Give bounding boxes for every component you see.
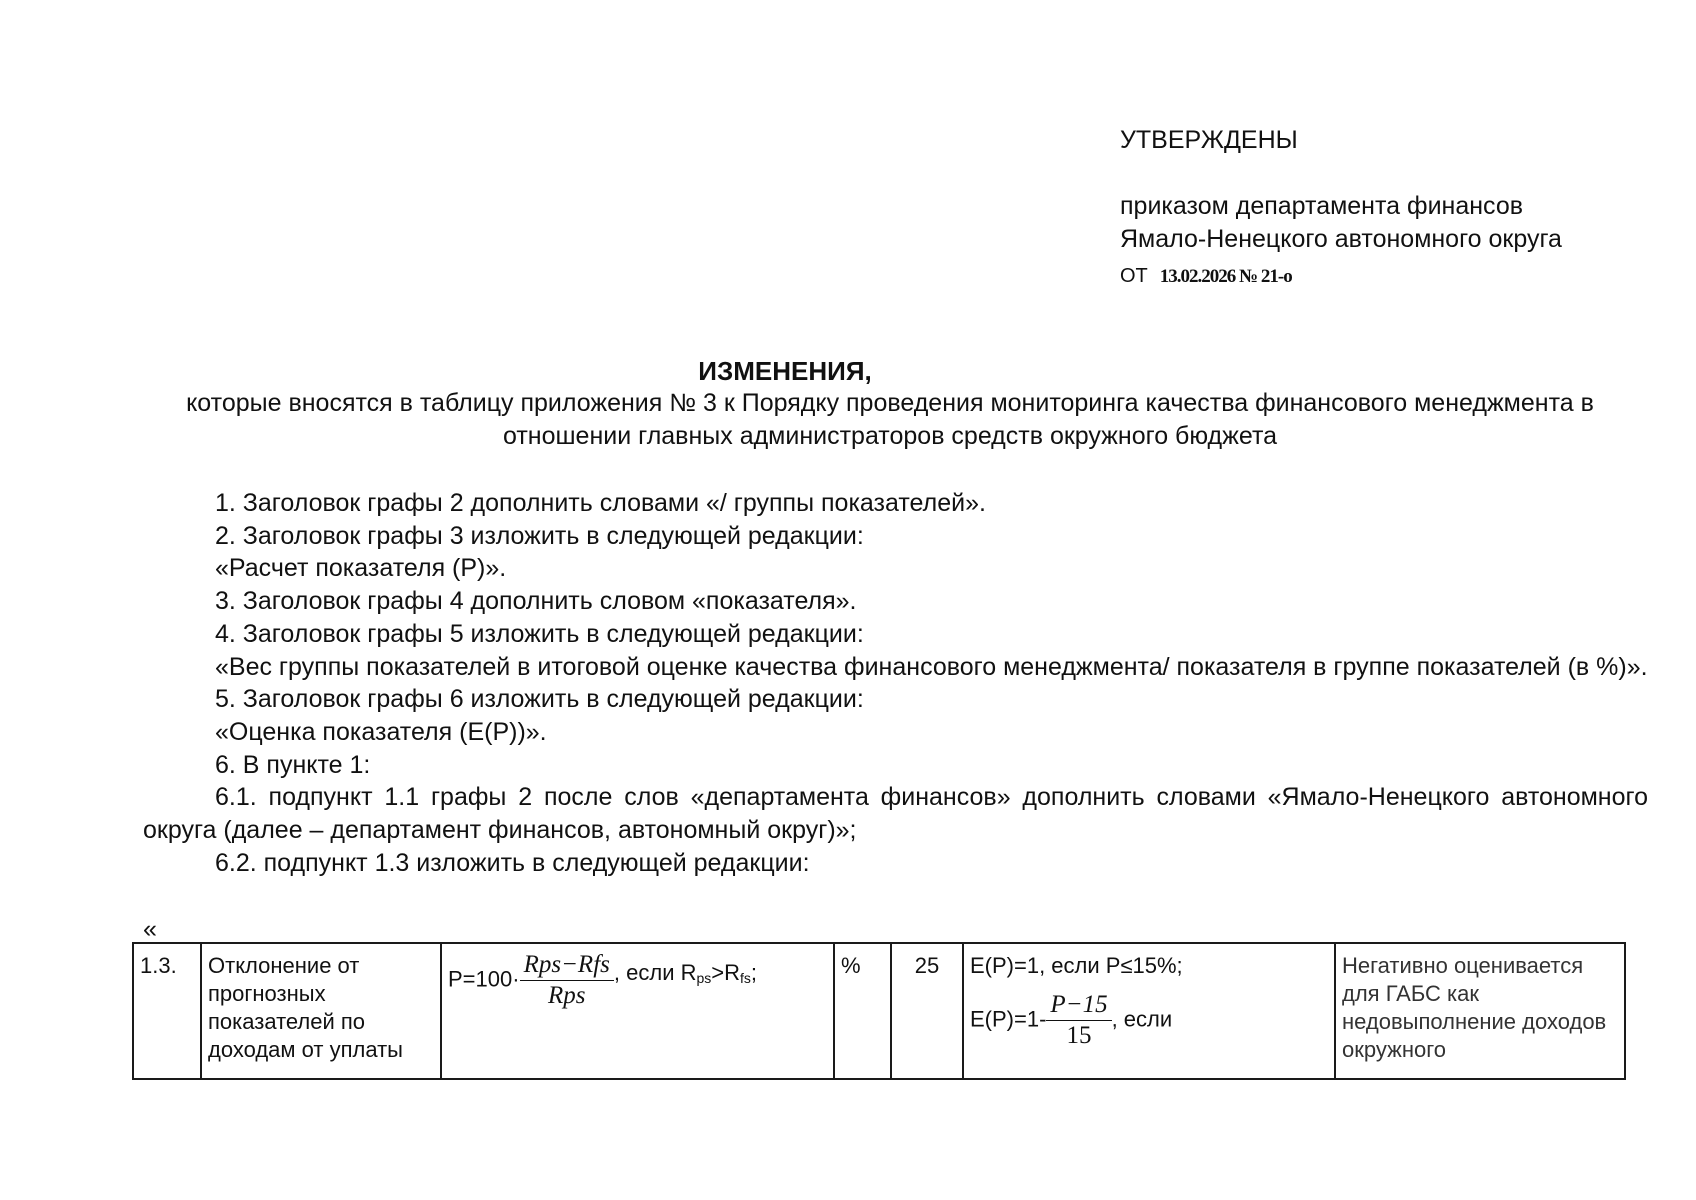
date-prefix: ОТ: [1120, 265, 1148, 287]
approval-block: [1120, 124, 1562, 293]
paragraph: 1. Заголовок графы 2 дополнить словами «/ группы показателей».: [215, 489, 986, 517]
approved-heading: УТВЕРЖДЕНЫ: [1120, 126, 1298, 154]
document-title: ИЗМЕНЕНИЯ,: [698, 356, 872, 386]
cell-evaluation: [963, 943, 1335, 1079]
paragraph: «Оценка показателя (E(P))».: [215, 717, 547, 746]
table-row: [133, 943, 1625, 1079]
approval-date-line: [1120, 260, 1562, 293]
formula-fraction: [520, 950, 614, 1011]
paragraph: 6.1. подпункт 1.1 графы 2 после слов «департамента финансов» дополнить словами «Ямало-Ненецкого автономного округа (далее – департамент финансов, автономный округ)»;: [143, 783, 1648, 845]
paragraph: 3. Заголовок графы 4 дополнить словом «показателя».: [215, 587, 857, 616]
quote-open-mark: «: [143, 915, 157, 943]
formula-denominator: Rps: [547, 982, 586, 1009]
cell-note: Негативно оценивается для ГАБС как недовыполнение доходов окружного: [1335, 943, 1625, 1079]
formula-numerator: Rps−Rfs: [520, 950, 614, 981]
formula-condition: , если $R_{ps}>R_{fs}$;: [613, 960, 758, 987]
eval-line-1: E(P)=1, если P≤15%;: [970, 953, 1183, 978]
paragraph: 6.2. подпункт 1.3 изложить в следующей редакции:: [215, 848, 810, 877]
cell-unit: %: [834, 943, 891, 1079]
approval-line-1: приказом департамента финансов: [1120, 192, 1524, 220]
approval-line-2: Ямало-Ненецкого автономного округа: [1120, 225, 1562, 253]
paragraph: 6. В пункте 1:: [215, 750, 371, 779]
eval-fraction: [1046, 990, 1111, 1051]
cell-indicator-name: Отклонение от прогнозных показателей по доходам от уплаты: [201, 943, 441, 1079]
paragraph: «Вес группы показателей в итоговой оценке качества финансового менеджмента/ показателя в группе показателей (в %)».: [215, 652, 1648, 681]
paragraph: 2. Заголовок графы 3 изложить в следующей редакции:: [215, 521, 864, 550]
date-value: 13.02.2026 № 21-о: [1159, 266, 1292, 287]
eval-line-2: E(P)=1- $\frac{P-15}{15}$ , если: [970, 991, 1173, 1049]
eval-denominator: 15: [1066, 1022, 1092, 1049]
eval-numerator: P−15: [1046, 990, 1111, 1021]
cell-formula: [441, 943, 834, 1079]
document-body: [143, 487, 1648, 879]
indicator-table: [132, 942, 1626, 1080]
document-subtitle: которые вносятся в таблицу приложения № 3 к Порядку проведения мониторинга качества финансового менеджмента в отношении главных администраторов средств окружного бюджета: [186, 389, 1594, 450]
cell-number: 1.3.: [133, 943, 201, 1079]
paragraph: 5. Заголовок графы 6 изложить в следующей редакции:: [215, 685, 864, 714]
paragraph: 4. Заголовок графы 5 изложить в следующей редакции:: [215, 619, 864, 648]
cell-weight: 25: [891, 943, 963, 1079]
paragraph: «Расчет показателя (P)».: [215, 554, 507, 583]
formula-prefix: P=100·: [448, 966, 520, 992]
